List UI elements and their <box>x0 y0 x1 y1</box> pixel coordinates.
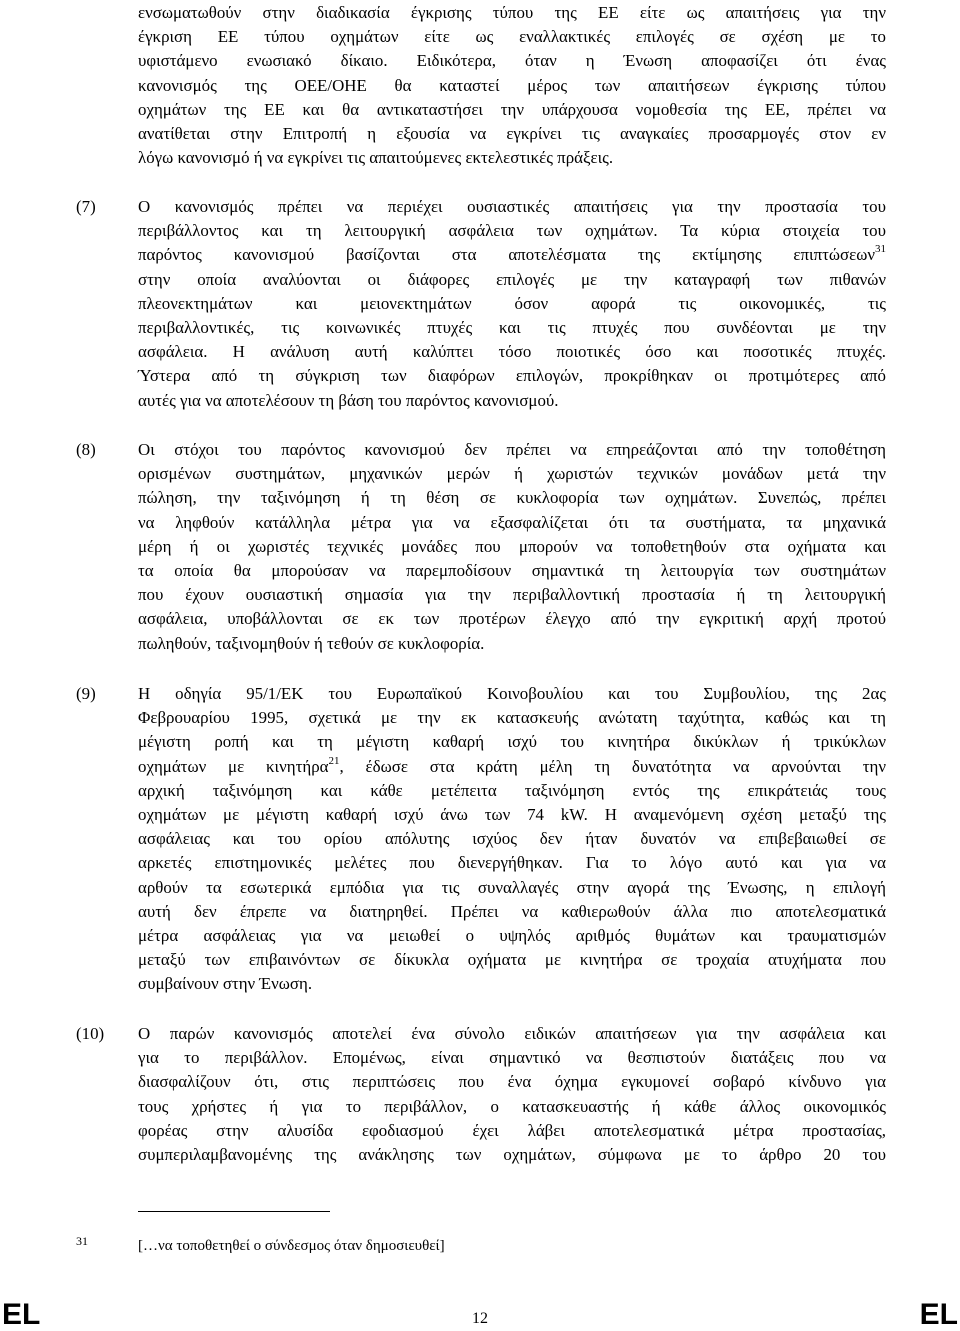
text-segment: παρόντος κανονισμού βασίζονται στα αποτελέσματα της εκτίμησης επιπτώσεων <box>138 245 875 265</box>
text-line: φορέας στην αλυσίδα εφοδιασμού έχει λάβει αποτελεσματικά μέτρα προστασίας, <box>138 1120 886 1140</box>
text-line: Φεβρουαρίου 1995, σχετικά με την εκ κατασκευής ανώτατη ταχύτητα, καθώς και τη <box>138 708 886 728</box>
text-line: διασφαλίζουν ότι, στις περιπτώσεις που ένα όχημα εγκυμονεί σοβαρό κίνδυνο για <box>138 1072 886 1092</box>
paragraph-number: (7) <box>76 197 96 216</box>
text-line: αρχική ταξινόμηση και κάθε μετέπειτα ταξινόμηση εντός της επικράτειάς τους <box>138 780 886 800</box>
text-line: ασφάλεια. Η ανάλυση αυτή καλύπτει τόσο ποιοτικές όσο και ποσοτικές πτυχές. <box>138 342 886 362</box>
text-line: για το περιβάλλον. Επομένως, είναι σημαντικό να θεσπιστούν διατάξεις που να <box>138 1048 886 1068</box>
text-line: Ο παρών κανονισμός αποτελεί ένα σύνολο ειδικών απαιτήσεων για την ασφάλεια και <box>138 1024 886 1043</box>
text-line: πωληθούν, ταξινομηθούν ή τεθούν σε κυκλοφορία. <box>138 633 485 653</box>
paragraph-7 <box>138 195 886 413</box>
text-line: τα οποία θα μπορούσαν να παρεμποδίσουν σημαντικά τη λειτουργία των συστημάτων <box>138 561 886 581</box>
text-line: συμβαίνουν στην Ένωση. <box>138 974 313 994</box>
text-line: αυτές για να αποτελέσουν τη βάση του παρόντος κανονισμού. <box>138 390 559 410</box>
text-line: οχημάτων της ΕΕ και θα αντικαταστήσει την υπάρχουσα νομοθεσία της ΕΕ, πρέπει να <box>138 99 886 119</box>
paragraph-10 <box>138 1022 886 1167</box>
text-line: αρθούν τα εσωτερικά εμπόδια για τις συναλλαγές στην αγορά της Ένωσης, η επιλογή <box>138 877 886 897</box>
page-number: 12 <box>472 1310 488 1327</box>
text-line: να ληφθούν κατάλληλα μέτρα για να εξασφαλίζεται ότι τα συστήματα, τα μηχανικά <box>138 512 886 532</box>
footnote-reference[interactable]: 21 <box>328 754 340 767</box>
footnote-separator <box>138 1211 330 1212</box>
text-line: ασφάλειας και του ορίου απόλυτης ισχύος δεν ήταν δυνατόν να επιβεβαιωθεί σε <box>138 829 886 849</box>
footnote-reference[interactable]: 31 <box>875 243 886 256</box>
text-line: οχημάτων με μέγιστη καθαρή ισχύ άνω των 74 kW. Η αναμενόμενη σχέση μεταξύ της <box>138 805 886 825</box>
paragraph-6-continuation <box>138 1 886 170</box>
footnote-number: 31 <box>76 1234 88 1248</box>
text-line: ενσωματωθούν στην διαδικασία έγκρισης τύπου της ΕΕ είτε ως απαιτήσεις για την <box>138 3 886 22</box>
text-line: αυτή δεν έπρεπε να διατηρηθεί. Πρέπει να καθιερωθούν άλλα πιο αποτελεσματικά <box>138 901 886 921</box>
text-line: πλεονεκτημάτων και μειονεκτημάτων όσον αφορά τις οικονομικές, τις <box>138 293 886 313</box>
text-line: Ο κανονισμός πρέπει να περιέχει ουσιαστικές απαιτήσεις για την προστασία του <box>138 197 886 216</box>
text-segment: οχημάτων με κινητήρα <box>138 756 329 776</box>
text-line: Η οδηγία 95/1/ΕΚ του Ευρωπαϊκού Κοινοβουλίου και του Συμβουλίου, της 2ας <box>138 684 886 703</box>
text-line: που έχουν ουσιαστική σημασία για την περιβαλλοντική προστασία ή τη λειτουργική <box>138 585 886 605</box>
footer-language-label-right: EL <box>919 1298 958 1331</box>
text-line: υφιστάμενο ενωσιακό δίκαιο. Ειδικότερα, όταν η Ένωση αποφασίζει ότι ένας <box>138 51 886 71</box>
paragraph-number: (9) <box>76 684 96 703</box>
paragraph-8 <box>138 438 886 656</box>
text-line: λόγω κανονισμό ή να εγκρίνει τις απαιτούμενες εκτελεστικές πράξεις. <box>138 148 614 168</box>
text-line: ορισμένων συστημάτων, μηχανικών μερών ή χωριστών τεχνικών μονάδων μετά την <box>138 464 886 484</box>
text-line: αρκετές επιστημονικές μελέτες που διενεργήθηκαν. Για το λόγο αυτό και για να <box>138 853 886 873</box>
footnote-text: […να τοποθετηθεί ο σύνδεσμος όταν δημοσιευθεί] <box>138 1238 445 1254</box>
text-line: περιβαλλοντικές, τις κοινωνικές πτυχές και τις πτυχές που συνδέονται με την <box>138 318 886 338</box>
text-line: ασφάλεια, υποβάλλονται σε εκ των προτέρων έλεγχο από την εγκριτική αρχή προτού <box>138 609 886 629</box>
text-line: μέρη ή οι χωριστές τεχνικές μονάδες που μπορούν να τοποθετηθούν στα οχήματα και <box>138 536 886 556</box>
text-line: περιβάλλοντος και τη λειτουργική ασφάλεια των οχημάτων. Τα κύρια στοιχεία του <box>138 221 886 241</box>
text-line: έγκριση ΕΕ τύπου οχημάτων είτε ως εναλλακτικές επιλογές σε σχέση με το <box>138 27 886 47</box>
text-line-with-footnote <box>138 243 886 267</box>
text-line: Οι στόχοι του παρόντος κανονισμού δεν πρέπει να επηρεάζονται από την τοποθέτηση <box>138 440 886 459</box>
text-line-with-reference <box>138 755 886 779</box>
text-line: Ύστερα από τη σύγκριση των διαφόρων επιλογών, προκρίθηκαν οι προτιμότερες από <box>138 366 886 386</box>
text-line: πώληση, την ταξινόμηση ή τη θέση σε κυκλοφορία των οχημάτων. Συνεπώς, πρέπει <box>138 488 886 508</box>
paragraph-number: (8) <box>76 440 96 459</box>
text-line: μέτρα ασφάλειας για να μειωθεί ο υψηλός αριθμός θυμάτων και τραυματισμών <box>138 926 886 946</box>
text-line: μέγιστη ροπή και τη μέγιστη καθαρή ισχύ του κινητήρα δικύκλων ή τρικύκλων <box>138 732 886 752</box>
paragraph-9 <box>138 682 886 997</box>
text-line: μεταξύ των επιβαινόντων σε δίκυκλα οχήματα με κινητήρα σε τροχαία ατυχήματα που <box>138 950 886 970</box>
text-line: κανονισμός της ΟΕΕ/ΟΗΕ θα καταστεί μέρος των απαιτήσεων έγκρισης τύπου <box>138 75 886 95</box>
text-line: στην οποία αναλύονται οι διάφορες επιλογές με την καταγραφή των πιθανών <box>138 269 886 289</box>
text-line: ανατίθεται στην Επιτροπή η εξουσία να εγκρίνει τις αναγκαίες προσαρμογές στον εν <box>138 124 886 144</box>
footer-language-label-left: EL <box>2 1298 41 1331</box>
text-line: συμπεριλαμβανομένης της ανάκλησης των οχημάτων, σύμφωνα με το άρθρο 20 του <box>138 1145 886 1165</box>
paragraph-number: (10) <box>76 1024 105 1043</box>
text-segment: , έδωσε στα κράτη μέλη τη δυνατότητα να αρνούνται την <box>339 756 886 776</box>
text-line: τους χρήστες ή για το περιβάλλον, ο κατασκευαστής ή κάθε άλλος οικονομικός <box>138 1096 886 1116</box>
